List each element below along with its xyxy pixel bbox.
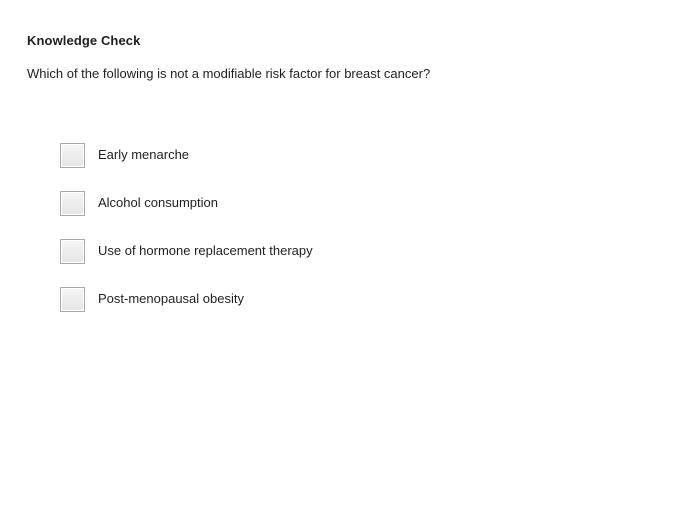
answer-option-label[interactable]: Post-menopausal obesity	[98, 290, 244, 306]
checkbox[interactable]	[60, 287, 85, 312]
checkbox[interactable]	[60, 143, 85, 168]
answer-option-label[interactable]: Alcohol consumption	[98, 194, 218, 210]
answer-option[interactable]	[60, 285, 313, 313]
answer-option[interactable]	[60, 189, 313, 217]
answer-option[interactable]	[60, 237, 313, 265]
answer-option[interactable]	[60, 141, 313, 169]
checkbox[interactable]	[60, 191, 85, 216]
answer-options	[60, 141, 313, 333]
checkbox[interactable]	[60, 239, 85, 264]
answer-option-label[interactable]: Early menarche	[98, 146, 190, 162]
answer-option-label[interactable]: Use of hormone replacement therapy	[98, 242, 313, 258]
question-text: Which of the following is not a modifiable risk factor for breast cancer?	[27, 66, 431, 81]
quiz-title: Knowledge Check	[27, 33, 141, 48]
